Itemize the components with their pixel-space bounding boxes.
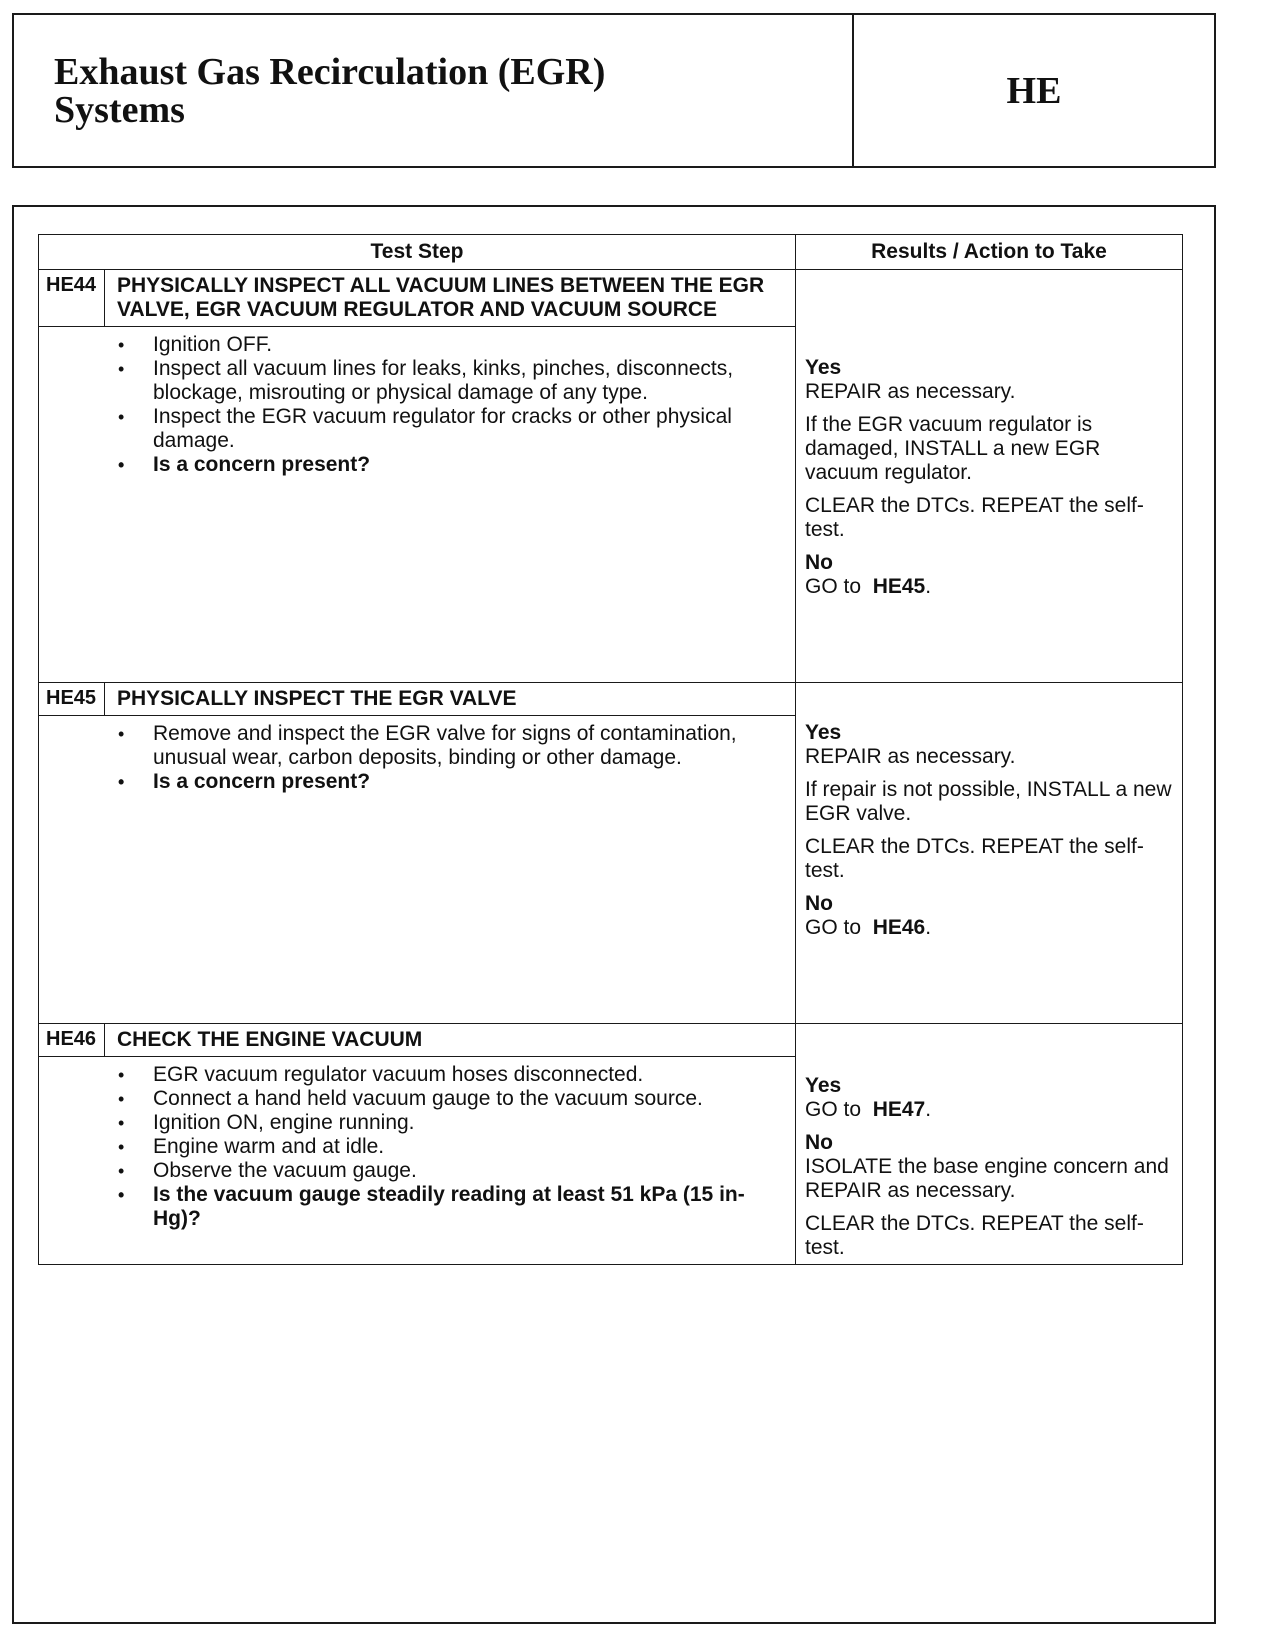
test-step-table bbox=[38, 234, 1183, 1265]
goto-link-he45[interactable]: HE45 bbox=[872, 575, 926, 598]
bullet-text: Ignition ON, engine running. bbox=[153, 1111, 415, 1134]
bullet-icon: • bbox=[118, 359, 125, 379]
goto-text: GO to bbox=[805, 1098, 862, 1121]
bullet-text: EGR vacuum regulator vacuum hoses disconnected. bbox=[153, 1063, 644, 1086]
step-he46-bullets bbox=[115, 1063, 765, 1231]
list-item bbox=[115, 770, 765, 794]
list-item bbox=[115, 453, 765, 477]
goto-text: GO to bbox=[805, 575, 862, 598]
bullet-icon: • bbox=[118, 1113, 125, 1133]
step-he46-results bbox=[796, 1024, 1182, 1264]
step-he45 bbox=[39, 683, 1182, 1024]
step-he45-left bbox=[39, 683, 796, 1023]
column-header-test-step: Test Step bbox=[39, 235, 796, 269]
no-label: No bbox=[805, 551, 833, 574]
section-title bbox=[54, 53, 814, 129]
list-item bbox=[115, 1111, 765, 1135]
yes-action bbox=[805, 1098, 1172, 1122]
document-header bbox=[12, 13, 1216, 168]
step-he45-bullets bbox=[115, 722, 765, 794]
no-action: ISOLATE the base engine concern and REPAIR as necessary. bbox=[805, 1155, 1169, 1202]
step-id: HE45 bbox=[39, 683, 105, 715]
bullet-question: Is a concern present? bbox=[153, 453, 371, 476]
column-header-results: Results / Action to Take bbox=[871, 240, 1107, 263]
list-item bbox=[115, 357, 765, 405]
step-he46-title-row bbox=[39, 1024, 795, 1057]
list-item bbox=[115, 1087, 765, 1111]
step-id: HE46 bbox=[39, 1024, 105, 1056]
no-action bbox=[805, 575, 1172, 599]
list-item bbox=[115, 405, 765, 453]
yes-action: CLEAR the DTCs. REPEAT the self-test. bbox=[805, 835, 1144, 882]
section-code: HE bbox=[1006, 69, 1062, 112]
step-he46 bbox=[39, 1024, 1182, 1264]
bullet-icon: • bbox=[118, 455, 125, 475]
yes-action: REPAIR as necessary. bbox=[805, 745, 1016, 768]
step-he44-title-row bbox=[39, 270, 795, 327]
yes-label: Yes bbox=[805, 721, 842, 744]
goto-suffix: . bbox=[925, 916, 932, 939]
yes-action: If repair is not possible, INSTALL a new EGR valve. bbox=[805, 778, 1172, 825]
bullet-text: Inspect the EGR vacuum regulator for cracks or other physical damage. bbox=[153, 405, 732, 452]
bullet-icon: • bbox=[118, 1161, 125, 1181]
bullet-icon: • bbox=[118, 1089, 125, 1109]
goto-suffix: . bbox=[925, 575, 932, 598]
bullet-icon: • bbox=[118, 1065, 125, 1085]
list-item bbox=[115, 1159, 765, 1183]
yes-action: REPAIR as necessary. bbox=[805, 380, 1016, 403]
list-item bbox=[115, 1063, 765, 1087]
step-he44-results bbox=[796, 270, 1182, 682]
step-he45-title-row bbox=[39, 683, 795, 716]
bullet-text: Remove and inspect the EGR valve for signs of contamination, unusual wear, carbon deposits, binding or other damage. bbox=[153, 722, 737, 769]
step-he44-body bbox=[39, 327, 795, 682]
bullet-text: Engine warm and at idle. bbox=[153, 1135, 385, 1158]
yes-label: Yes bbox=[805, 1074, 842, 1097]
goto-suffix: . bbox=[925, 1098, 932, 1121]
step-he44 bbox=[39, 270, 1182, 683]
step-he44-bullets bbox=[115, 333, 765, 477]
bullet-text: Connect a hand held vacuum gauge to the vacuum source. bbox=[153, 1087, 703, 1110]
bullet-text: Inspect all vacuum lines for leaks, kinks, pinches, disconnects, blockage, misrouting or physical damage of any type. bbox=[153, 357, 734, 404]
list-item bbox=[115, 1135, 765, 1159]
step-he46-left bbox=[39, 1024, 796, 1264]
no-action: CLEAR the DTCs. REPEAT the self-test. bbox=[805, 1212, 1144, 1259]
no-label: No bbox=[805, 1131, 833, 1154]
goto-text: GO to bbox=[805, 916, 862, 939]
list-item bbox=[115, 1183, 765, 1231]
step-id: HE44 bbox=[39, 270, 105, 326]
goto-link-he47[interactable]: HE47 bbox=[872, 1098, 926, 1121]
bullet-icon: • bbox=[118, 335, 125, 355]
section-title-line2: Systems bbox=[54, 89, 185, 131]
bullet-icon: • bbox=[118, 724, 125, 744]
bullet-question: Is a concern present? bbox=[153, 770, 371, 793]
yes-action: If the EGR vacuum regulator is damaged, INSTALL a new EGR vacuum regulator. bbox=[805, 413, 1101, 484]
bullet-icon: • bbox=[118, 407, 125, 427]
step-he46-body bbox=[39, 1057, 795, 1264]
step-title: PHYSICALLY INSPECT ALL VACUUM LINES BETWEEN THE EGR VALVE, EGR VACUUM REGULATOR AND VACUUM SOURCE bbox=[117, 274, 765, 321]
list-item bbox=[115, 722, 765, 770]
table-header-row bbox=[39, 235, 1182, 270]
step-he45-results bbox=[796, 683, 1182, 1023]
goto-link-he46[interactable]: HE46 bbox=[872, 916, 926, 939]
step-title: CHECK THE ENGINE VACUUM bbox=[117, 1028, 423, 1051]
step-he44-left bbox=[39, 270, 796, 682]
yes-label: Yes bbox=[805, 356, 842, 379]
bullet-question: Is the vacuum gauge steadily reading at least 51 kPa (15 in-Hg)? bbox=[153, 1183, 745, 1230]
bullet-icon: • bbox=[118, 1137, 125, 1157]
no-action bbox=[805, 916, 1172, 940]
bullet-text: Ignition OFF. bbox=[153, 333, 273, 356]
list-item bbox=[115, 333, 765, 357]
yes-action: CLEAR the DTCs. REPEAT the self-test. bbox=[805, 494, 1144, 541]
step-title: PHYSICALLY INSPECT THE EGR VALVE bbox=[117, 687, 517, 710]
no-label: No bbox=[805, 892, 833, 915]
step-he45-body bbox=[39, 716, 795, 1023]
bullet-text: Observe the vacuum gauge. bbox=[153, 1159, 417, 1182]
section-title-line1: Exhaust Gas Recirculation (EGR) bbox=[54, 51, 606, 93]
bullet-icon: • bbox=[118, 1185, 125, 1205]
bullet-icon: • bbox=[118, 772, 125, 792]
